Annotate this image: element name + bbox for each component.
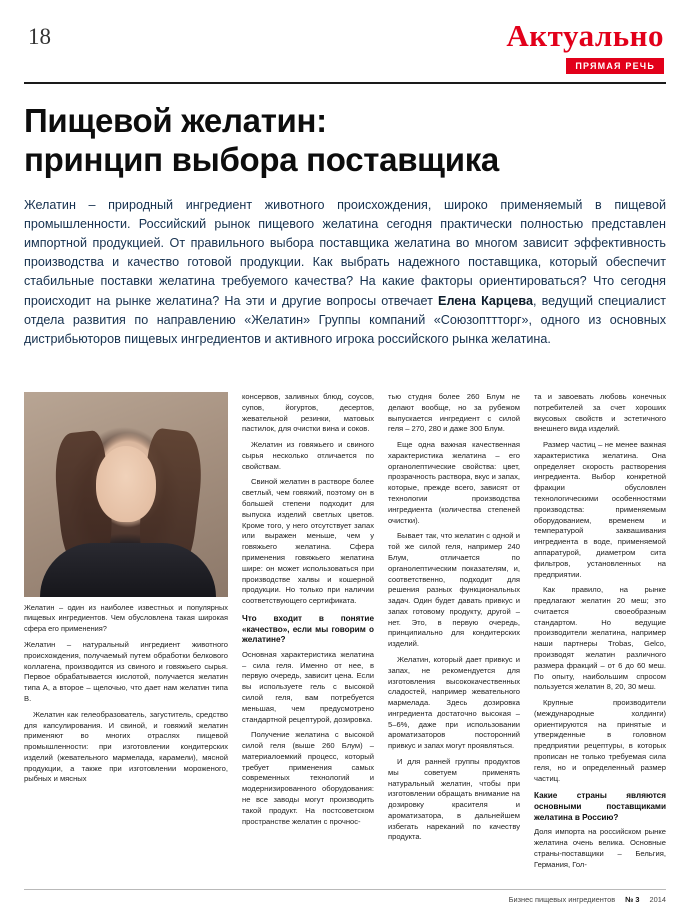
paragraph: И для ранней группы продуктов мы советуем применять натуральный желатин, чтобы при изготовлении обращать внимание на дозировку красителя и ароматизатора, в дальнейшем избегать нареканий по качеству продукта. <box>388 757 520 842</box>
paragraph: консервов, заливных блюд, соусов, супов, йогуртов, десертов, жевательной резинки, матовых пастилок, для очистки вина и соков. <box>242 392 374 434</box>
portrait-face <box>96 446 156 522</box>
article-columns <box>24 392 666 876</box>
page-number: 18 <box>28 24 51 49</box>
column-1 <box>24 392 228 876</box>
paragraph: тью студня более 260 Блум не делают вообще, но за рубежом выпускается ингредиент с силой геля – 270, 280 и даже 300 Блум. <box>388 392 520 434</box>
lead-paragraph <box>24 196 666 349</box>
subheading: Что входит в понятие «качество», если мы говорим о желатине? <box>242 613 374 645</box>
paragraph: Получение желатина с высокой силой геля (выше 260 Блум) – материалоемкий процесс, который требует применения самых современных технологий и модернизированного оборудования: не все заводы могут производить такой продукт. На постсоветском пространстве желатин с прочнос- <box>242 730 374 826</box>
paragraph: Еще одна важная качественная характеристика желатина – его органолептические свойства: цвет, прозрачность раствора, вкус и запах, которые, прежде всего, зависят от технологии производства ингредиента (количества степеней очистки). <box>388 440 520 525</box>
paragraph: Крупные производители (международные холдинги) ориентируются на принятые и утвержденные в головном предприятии рецептуры, в которых прописан не только требуемая сила геля, но и определенный размер частиц. <box>534 698 666 783</box>
paragraph: Основная характеристика желатина – сила геля. Именно от нее, в первую очередь, зависит цена. Если вы используете гель с высокой силой геля, вам потребуется меньшая, чем предусмотрено стандартной рецептурой, дозировка. <box>242 649 374 724</box>
paragraph: Бывает так, что желатин с одной и той же силой геля, например 240 Блум, отличается по органолептическим показателям, и, соответственно, подходит для решения разных функциональных задач. Один будет давать привкус и запах готовому продукту, другой – нет. Это, в первую очередь, принципиально для кондитерских изделий. <box>388 531 520 649</box>
footer-publication: Бизнес пищевых ингредиентов <box>508 895 616 904</box>
paragraph: Желатин – натуральный ингредиент животного происхождения, получаемый путем обработки белкового коллагена, производится из свиного и говяжьего сырья. Первое обрабатывается кислотой, получается желатин типа А, а второе – щелочью, что дает нам желатин типа В. <box>24 640 228 703</box>
subheading: Какие страны являются основными поставщиками желатина в Россию? <box>534 791 666 822</box>
paragraph: Размер частиц – не менее важная характеристика желатина. Она определяет скорость растворения ингредиента. Выбор конкретной фракции обусловлен технологическими особенностями производства: применяемым оборудованием, временем и температурой заквашивания ингредиента в воде, применяемой аппаратурой, диаметром сита фильтров, установленных на предприятии. <box>534 440 666 579</box>
paragraph: Свиной желатин в растворе более светлый, чем говяжий, поэтому он в большей степени подходит для выпуска изделий светлых цветов. Кроме того, у него отсутствует запах или выражен меньше, чем у говяжьего желатина. Сфера применения говяжьего желатина шире: он может использоваться при производстве халвы и кошерной продукции. Но только при наличии соответствующего сертификата. <box>242 477 374 606</box>
lead-text-before-name: Желатин – природный ингредиент животного происхождения, широко применяемый в пищевой промышленности. Российский рынок пищевого желатина сегодня практически полностью представлен импортной продукцией. От правильного выбора поставщика желатина во многом зависит эффективность производства и качество готовой продукции. Как выбрать надежного поставщика, который обеспечит стабильные поставки желатина требуемого качества? На какие факторы ориентироваться? Что сегодня происходит на рынке желатина? На эти и другие вопросы отвечает <box>24 197 666 308</box>
page-footer <box>24 889 666 904</box>
headline-line-2: принцип выбора поставщика <box>24 140 499 178</box>
portrait-photo <box>24 392 228 597</box>
footer-year: 2014 <box>649 895 666 904</box>
headline-line-1: Пищевой желатин: <box>24 102 327 139</box>
footer-issue: № 3 <box>625 895 640 904</box>
magazine-page <box>0 18 690 918</box>
paragraph: Желатин, который дает привкус и запах, не рекомендуется для изготовления высококачественных сладостей, например жевательного мармелада. Здесь дозировка ингредиента достаточно высокая – 5–6%, даже при использовании ароматизаторов посторонний привкус и запах могут проявляться. <box>388 654 520 751</box>
column-3 <box>388 392 520 876</box>
portrait-shoulder <box>40 543 216 597</box>
paragraph: Желатин как гелеобразователь, загуститель, средство для капсулирования. И свиной, и говяжий желатин применяют во многих отраслях пищевой промышленности: при изготовлении кондитерских изделий (жевательного мармелада, карамели), мясной продукции, а также при изготовлении мороженого, рыбных и мясных <box>24 709 228 784</box>
column-4 <box>534 392 666 876</box>
photo-caption: Желатин – один из наиболее известных и популярных пищевых ингредиентов. Чем обусловлена такая широкая сфера его применения? <box>24 603 228 633</box>
lead-text-after-name: , ведущий специалист отдела развития по направлению «Желатин» Группы компаний «Союзопттторг», одного из основных дистрибьюторов пищевых ингредиентов и активного игрока российского рынка желатина. <box>24 293 666 346</box>
page-title <box>24 102 666 180</box>
paragraph: Как правило, на рынке предлагают желатин 20 меш; это считается своеобразным стандартом. Но ведущие производители желатина, например наши партнеры Trobas, Gelco, производят желатин различного размера фракций – от 6 до 60 меш. По опыту, наибольшим спросом пользуется желатин 8, 20, 30 меш. <box>534 585 666 692</box>
paragraph: та и завоевать любовь конечных потребителей за счет хороших вкусовых свойств и эстетичного внешнего вида изделий. <box>534 392 666 434</box>
column-2 <box>242 392 374 876</box>
section-title: Актуально <box>506 18 664 53</box>
interviewee-name: Елена Карцева <box>438 293 533 308</box>
rubric-badge: ПРЯМАЯ РЕЧЬ <box>566 58 664 74</box>
paragraph: Желатин из говяжьего и свиного сырья несколько отличается по свойствам. <box>242 440 374 471</box>
masthead <box>24 18 666 84</box>
paragraph: Доля импорта на российском рынке желатина очень велика. Основные страны-поставщики – Бельгия, Германия, Гол- <box>534 827 666 869</box>
